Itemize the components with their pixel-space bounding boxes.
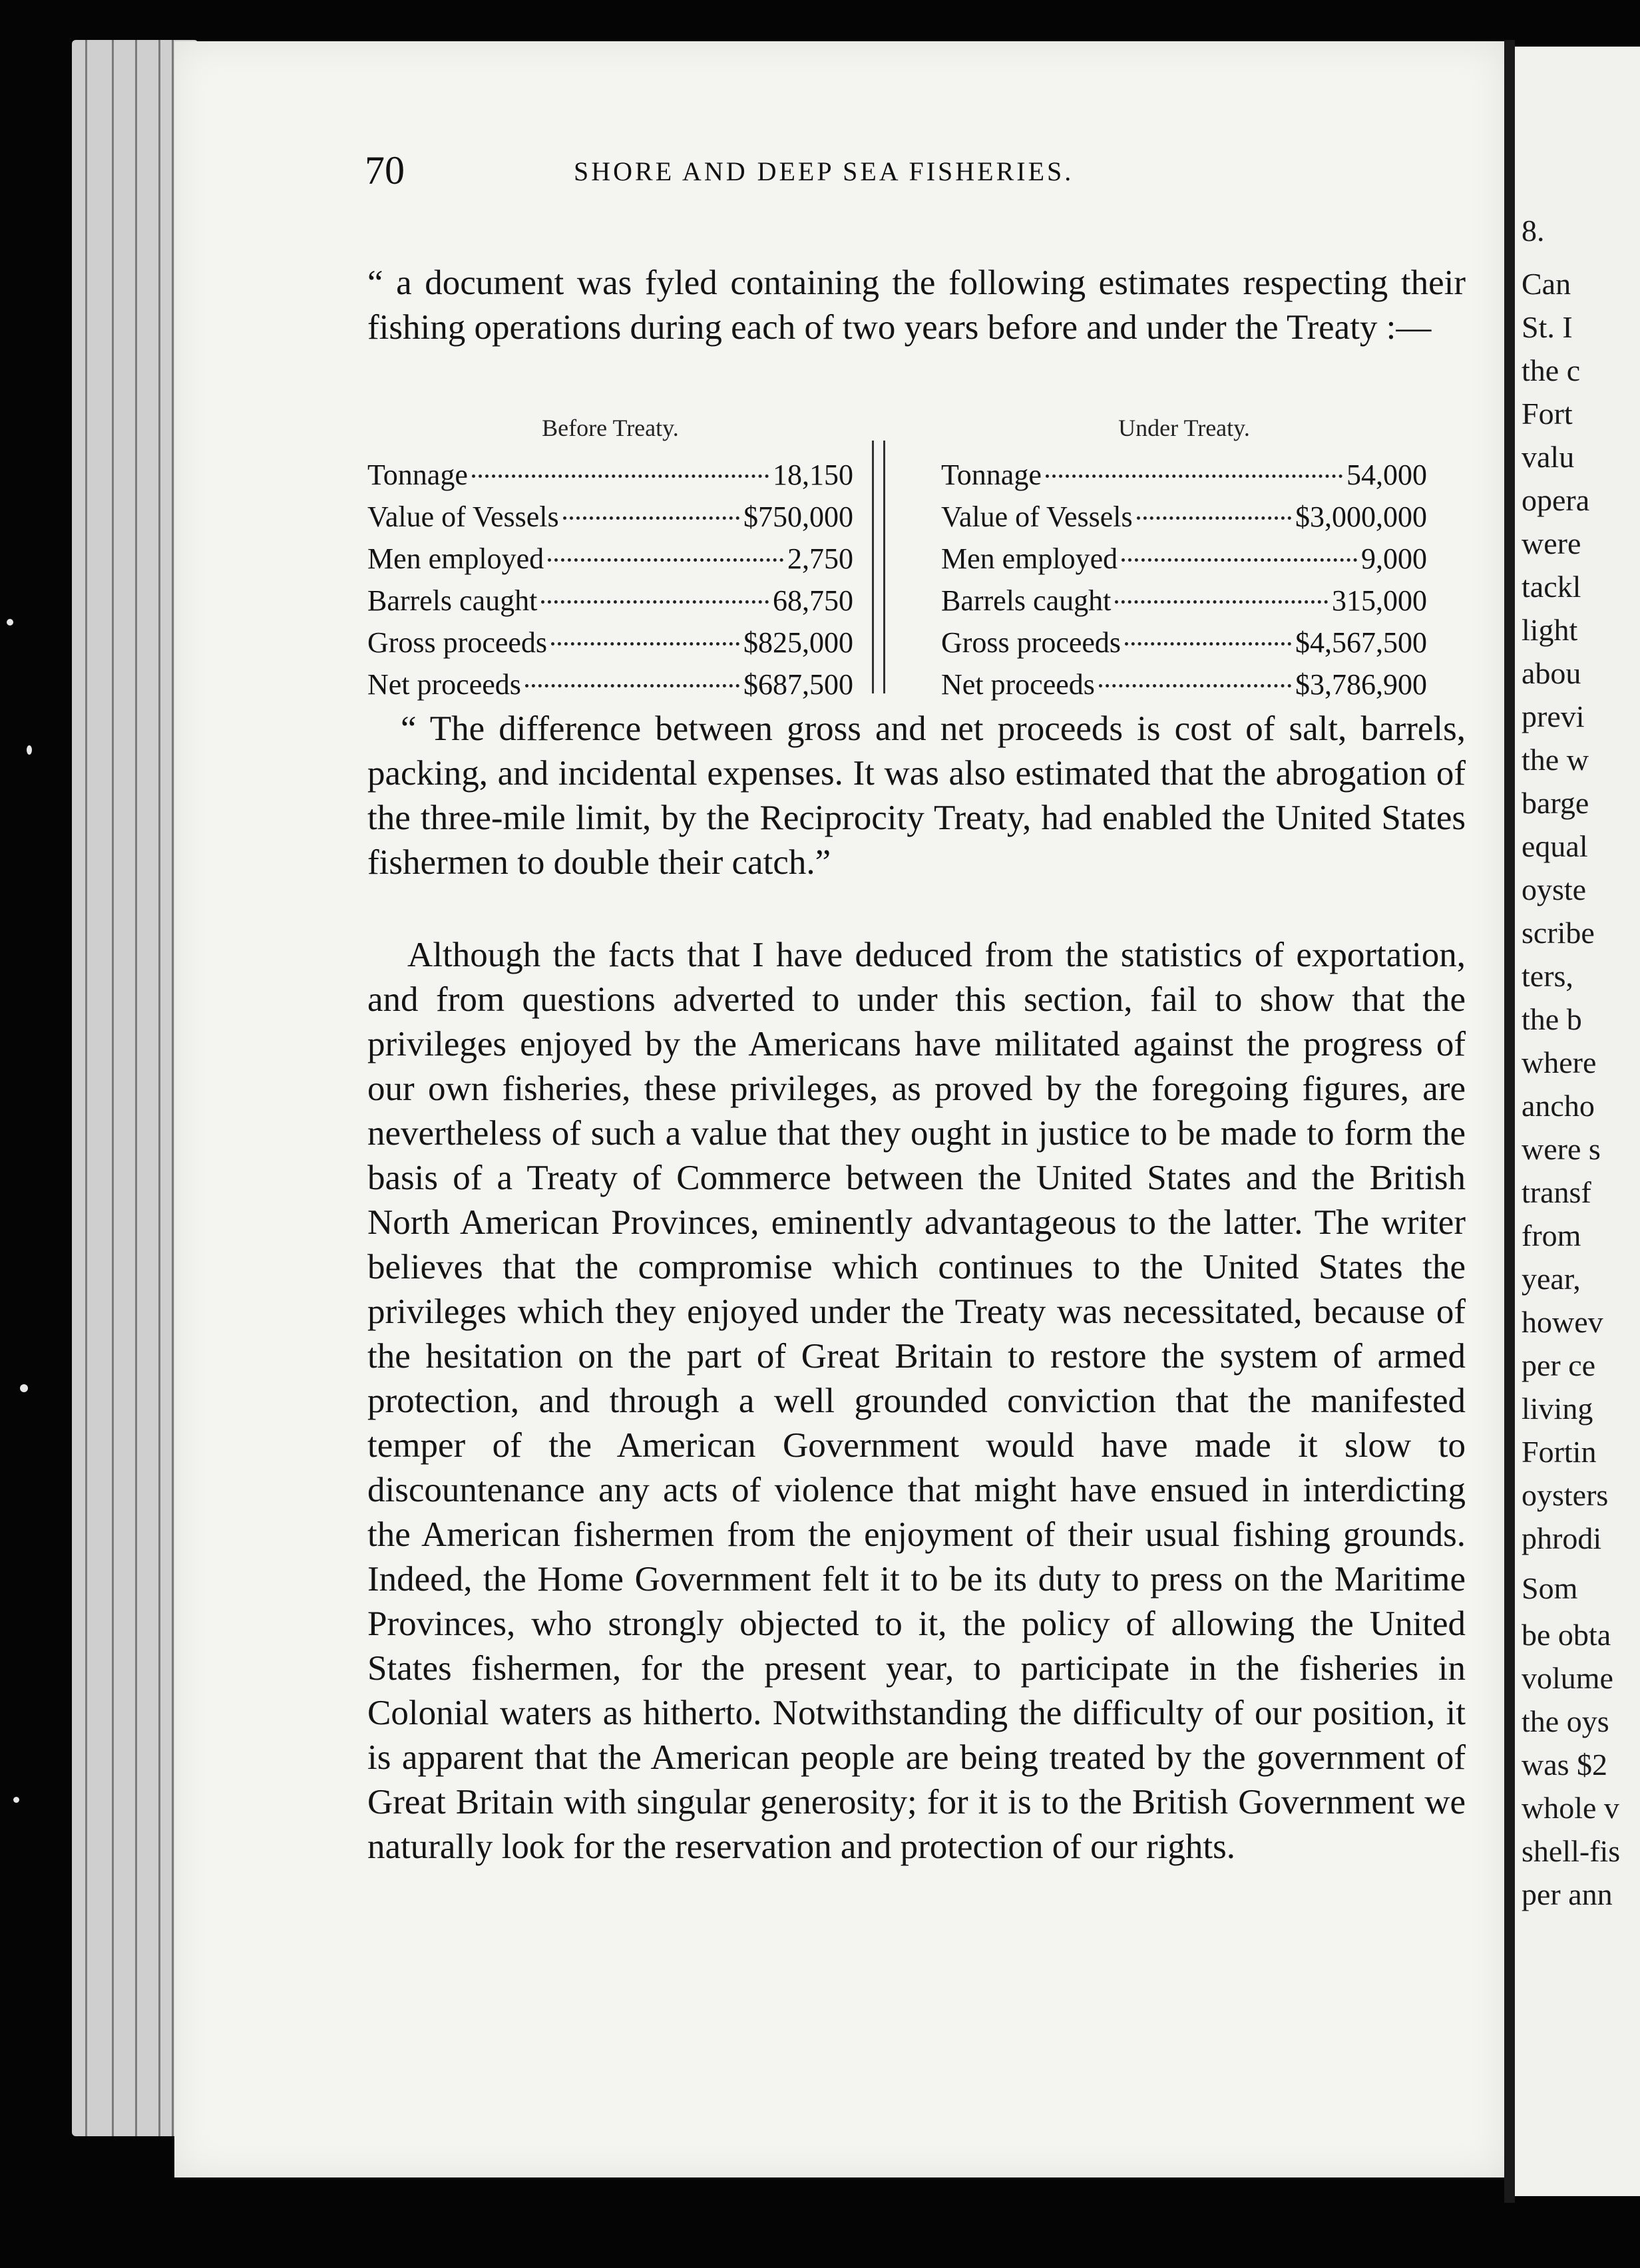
facing-line: the oys — [1522, 1704, 1609, 1738]
table-row: Net proceeds $3,786,900 — [941, 668, 1427, 701]
page-number: 70 — [365, 148, 405, 192]
facing-line: per ann — [1522, 1877, 1613, 1911]
under-treaty-column — [941, 414, 1427, 705]
facing-line: opera — [1522, 483, 1590, 517]
facing-line: where — [1522, 1045, 1597, 1079]
table-row: Barrels caught 315,000 — [941, 584, 1427, 617]
table-row: Barrels caught 68,750 — [367, 584, 853, 617]
facing-line: equal — [1522, 829, 1588, 863]
facing-line: the c — [1522, 353, 1581, 387]
facing-line: barge — [1522, 786, 1589, 820]
facing-line: Fortin — [1522, 1435, 1597, 1469]
facing-line: oysters — [1522, 1478, 1609, 1512]
scan-speck — [20, 1384, 28, 1392]
table-row: Value of Vessels $750,000 — [367, 500, 853, 533]
table-row: Men employed 2,750 — [367, 542, 853, 575]
facing-line: per ce — [1522, 1348, 1596, 1382]
facing-line: volume — [1522, 1661, 1613, 1695]
table-row: Gross proceeds $825,000 — [367, 626, 853, 659]
facing-line: valu — [1522, 440, 1575, 474]
facing-line: Can — [1522, 267, 1571, 301]
facing-line: oyste — [1522, 872, 1587, 906]
table-row: Tonnage 54,000 — [941, 459, 1427, 491]
facing-line: ters, — [1522, 959, 1573, 993]
table-row: Men employed 9,000 — [941, 542, 1427, 575]
facing-line: transf — [1522, 1175, 1591, 1209]
table-row: Value of Vessels $3,000,000 — [941, 500, 1427, 533]
table-row: Gross proceeds $4,567,500 — [941, 626, 1427, 659]
facing-line: Fort — [1522, 397, 1573, 431]
facing-line: abou — [1522, 656, 1581, 690]
facing-line: previ — [1522, 699, 1585, 733]
facing-line: be obta — [1522, 1618, 1611, 1652]
facing-page-fragment — [1515, 47, 1640, 2196]
table-row: Tonnage 18,150 — [367, 459, 853, 491]
running-title: SHORE AND DEEP SEA FISHERIES. — [574, 156, 1074, 186]
facing-line: whole v — [1522, 1791, 1619, 1825]
table-divider — [872, 441, 885, 693]
facing-line: ancho — [1522, 1089, 1595, 1123]
facing-line: tackl — [1522, 570, 1581, 604]
page-header — [174, 148, 1504, 201]
facing-line: year, — [1522, 1262, 1581, 1296]
facing-line: the b — [1522, 1002, 1582, 1036]
facing-line: Som — [1522, 1571, 1578, 1605]
facing-line: 8. — [1522, 214, 1545, 248]
facing-line: were s — [1522, 1132, 1601, 1166]
book-page — [174, 41, 1504, 2177]
estimates-table — [367, 414, 1472, 707]
facing-line: phrodi — [1522, 1521, 1602, 1555]
facing-line: living — [1522, 1392, 1593, 1425]
scan-speck — [13, 1797, 19, 1803]
facing-line: shell-fis — [1522, 1834, 1621, 1868]
quote-paragraph: “ The difference between gross and net proceeds is cost of salt, barrels, packing, and incidental expenses. It was also estimated that the abrogation of the three-mile limit, by the Reciprocity Treaty, had enabled the United States fishermen to double their catch.” — [367, 709, 1466, 882]
table-row: Net proceeds $687,500 — [367, 668, 853, 701]
facing-line: from — [1522, 1219, 1581, 1252]
facing-line: scribe — [1522, 916, 1595, 950]
before-treaty-column — [367, 414, 853, 705]
scan-speck — [7, 619, 13, 626]
book-gutter — [1504, 40, 1515, 2203]
facing-line: were — [1522, 526, 1581, 560]
facing-line: the w — [1522, 743, 1589, 777]
under-treaty-title: Under Treaty. — [1118, 415, 1250, 441]
scan-speck — [27, 745, 32, 755]
intro-paragraph: “ a document was fyled containing the following estimates respecting their fishing operations during each of two years before and under the Treaty :— — [367, 264, 1466, 347]
facing-line: light — [1522, 613, 1578, 647]
facing-line: was $2 — [1522, 1748, 1608, 1782]
facing-line: St. I — [1522, 310, 1573, 344]
before-treaty-title: Before Treaty. — [542, 415, 679, 441]
main-paragraph: Although the facts that I have deduced from the statistics of exportation, and from questions adverted to under this section, fail to show that the privileges enjoyed by the Americans have militated against the progress of our own fisheries, these privileges, as proved by the foregoing figures, are nevertheless of such a value that they ought in justice to be made to form the basis of a Treaty of Commerce between the United States and the British North American Provinces, eminently advantageous to the latter. The writer believes that the compromise which continues to the United States the privileges which they enjoyed under the Treaty was necessitated, because of the hesitation on the part of Great Britain to restore the system of armed protection, and through a well grounded conviction that the manifested temper of the American Government would have made it slow to discountenance any acts of violence that might have ensued in interdicting the American fishermen from the enjoyment of their usual fishing grounds. Indeed, the Home Government felt it to be its duty to press on the Maritime Provinces, who strongly objected to it, the policy of allowing the United States fishermen, for the present year, to participate in the fisheries in Colonial waters as hitherto. Notwithstanding the difficulty of our position, it is apparent that the American people are being treated by the government of Great Britain with singular generosity; for it is to the British Government we naturally look for the reservation and protection of our rights. — [367, 936, 1466, 1866]
facing-line: howev — [1522, 1305, 1603, 1339]
